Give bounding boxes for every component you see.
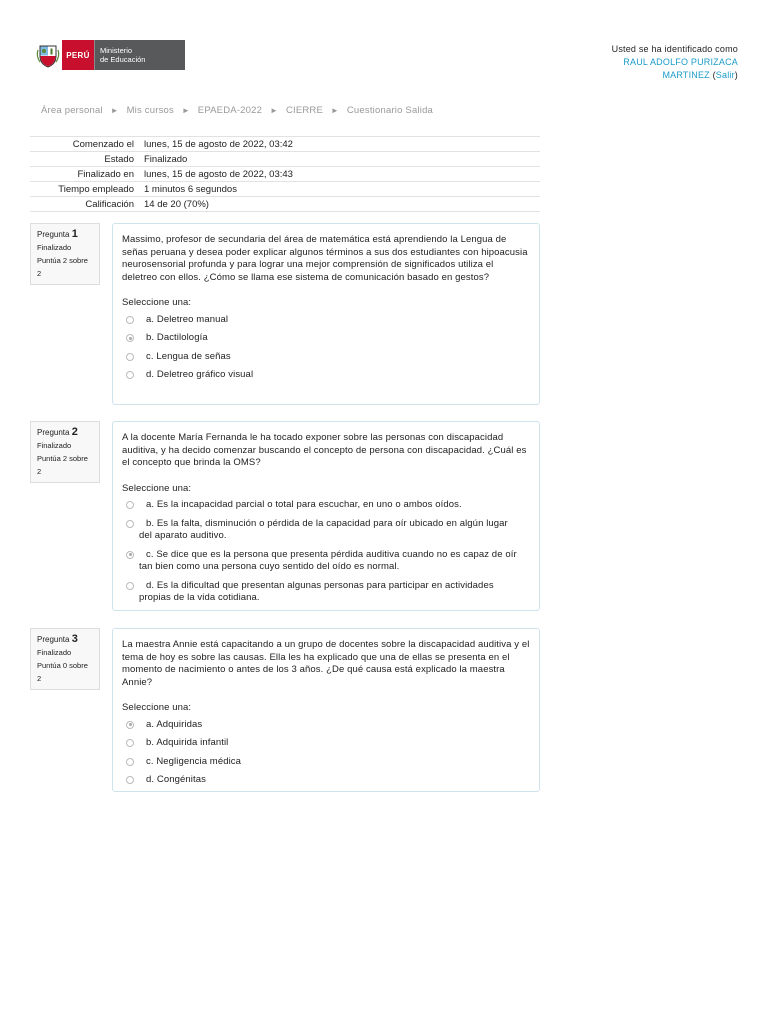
question-state: Finalizado bbox=[37, 648, 72, 657]
summary-value: lunes, 15 de agosto de 2022, 03:42 bbox=[144, 138, 293, 150]
radio-button[interactable] bbox=[126, 739, 134, 747]
logo-ministry-line2: de Educación bbox=[100, 55, 146, 64]
question-score: Puntúa 2 sobre 2 bbox=[37, 454, 88, 476]
radio-button[interactable] bbox=[126, 520, 134, 528]
breadcrumb-separator-icon: ► bbox=[110, 106, 119, 115]
question-3-info bbox=[30, 628, 100, 690]
radio-button-selected[interactable] bbox=[126, 721, 134, 729]
login-info bbox=[612, 43, 738, 82]
question-label: Pregunta bbox=[37, 230, 70, 239]
table-row bbox=[30, 182, 540, 197]
logo-ministry bbox=[94, 40, 185, 70]
summary-value: lunes, 15 de agosto de 2022, 03:43 bbox=[144, 168, 293, 180]
logo-ministry-line1: Ministerio bbox=[100, 46, 133, 55]
radio-button-selected[interactable] bbox=[126, 551, 134, 559]
summary-label: Finalizado en bbox=[77, 168, 134, 180]
answer-prompt: Seleccione una: bbox=[122, 702, 192, 713]
user-name-link-line1[interactable]: RAUL ADOLFO PURIZACA bbox=[623, 57, 738, 67]
logout-close-paren: ) bbox=[734, 70, 738, 80]
summary-value: 14 de 20 (70%) bbox=[144, 198, 209, 210]
answer-label: c. Negligencia médica bbox=[146, 755, 242, 767]
answer-label: b. Es la falta, disminución o pérdida de la capacidad para oír ubicado en algún lugar bbox=[146, 517, 508, 529]
answer-label: b. Adquirida infantil bbox=[146, 737, 229, 748]
radio-button[interactable] bbox=[126, 582, 134, 590]
login-text: Usted se ha identificado como bbox=[611, 44, 738, 54]
answer-prompt: Seleccione una: bbox=[122, 482, 192, 494]
answer-prompt: Seleccione una: bbox=[122, 297, 192, 308]
question-1-content bbox=[112, 223, 540, 405]
summary-label: Comenzado el bbox=[72, 138, 134, 150]
question-number: 2 bbox=[71, 426, 78, 438]
breadcrumb-section[interactable]: CIERRE bbox=[285, 105, 324, 116]
summary-value: 1 minutos 6 segundos bbox=[144, 183, 237, 195]
answer-label: d. Congénitas bbox=[146, 774, 206, 785]
answer-label: a. Es la incapacidad parcial o total para escuchar, en uno o ambos oídos. bbox=[146, 499, 462, 510]
answer-option[interactable] bbox=[122, 351, 530, 364]
answer-option[interactable] bbox=[122, 580, 530, 605]
answer-label: d. Es la dificultad que presentan algunas personas para participar en actividades bbox=[146, 579, 494, 591]
breadcrumb-course[interactable]: EPAEDA-2022 bbox=[197, 105, 263, 116]
radio-button[interactable] bbox=[126, 353, 134, 361]
logout-open-paren: ( bbox=[712, 70, 716, 80]
peru-crest-icon bbox=[34, 40, 62, 70]
question-2-info bbox=[30, 421, 100, 483]
question-text: A la docente María Fernanda le ha tocado exponer sobre las personas con discapacidad auditiva, y ha decido comenzar buscando el concepto de persona con discapacidad. ¿Cuál es el concepto que brinda la OMS? bbox=[122, 432, 527, 468]
answer-label: a. Adquiridas bbox=[146, 718, 203, 730]
breadcrumb-separator-icon: ► bbox=[181, 106, 190, 115]
question-text: Massimo, profesor de secundaria del área de matemática está aprendiendo la Lengua de señas peruana y desea poder explicar algunos términos a sus dos estudiantes con hipoacusia neurosensorial profunda y para lograr una mejor comprensión de significados utiliza el deletreo con ellos. ¿Cómo se llama ese sistema de comunicación basado en gestos? bbox=[122, 234, 528, 283]
question-state: Finalizado bbox=[37, 441, 72, 450]
question-1-info bbox=[30, 223, 100, 285]
breadcrumb bbox=[41, 105, 433, 116]
answer-option[interactable] bbox=[122, 369, 530, 382]
logo-country: PERÚ bbox=[62, 40, 94, 70]
question-number: 1 bbox=[71, 228, 78, 240]
table-row bbox=[30, 137, 540, 152]
answer-option[interactable] bbox=[122, 774, 530, 787]
user-name-link-line2[interactable]: MARTINEZ bbox=[662, 70, 710, 80]
attempt-summary-table bbox=[30, 136, 540, 212]
question-state: Finalizado bbox=[37, 243, 72, 252]
question-number: 3 bbox=[71, 633, 78, 645]
radio-button-selected[interactable] bbox=[126, 334, 134, 342]
summary-value: Finalizado bbox=[144, 153, 188, 165]
answer-label-continued: del aparato auditivo. bbox=[139, 530, 227, 541]
breadcrumb-separator-icon: ► bbox=[330, 106, 340, 115]
question-text: La maestra Annie está capacitando a un grupo de docentes sobre la discapacidad auditiva y el tema de hoy es sobre las causas. Ella les ha explicado que una de ellas se presenta en el momento de nacimiento o antes de los 3 años. ¿De qué causa está explicado la maestra Annie? bbox=[122, 639, 530, 688]
answer-option[interactable] bbox=[122, 756, 530, 769]
breadcrumb-separator-icon: ► bbox=[269, 106, 279, 115]
question-label: Pregunta bbox=[37, 428, 70, 437]
question-3-content bbox=[112, 628, 540, 792]
answer-label: d. Deletreo gráfico visual bbox=[146, 369, 254, 380]
table-row bbox=[30, 167, 540, 182]
answer-label-continued: propias de la vida cotidiana. bbox=[139, 592, 260, 603]
answer-option[interactable] bbox=[122, 737, 530, 750]
summary-label: Calificación bbox=[85, 198, 134, 210]
answer-label: c. Lengua de señas bbox=[146, 350, 231, 362]
answer-option[interactable] bbox=[122, 314, 530, 327]
table-row bbox=[30, 152, 540, 167]
question-2-content bbox=[112, 421, 540, 611]
answer-option[interactable] bbox=[122, 719, 530, 732]
table-row bbox=[30, 197, 540, 212]
answer-label: a. Deletreo manual bbox=[146, 313, 229, 325]
answer-option[interactable] bbox=[122, 549, 530, 574]
breadcrumb-quiz[interactable]: Cuestionario Salida bbox=[346, 105, 434, 116]
question-score: Puntúa 0 sobre 2 bbox=[37, 661, 88, 683]
answer-label: b. Dactilología bbox=[146, 332, 208, 343]
breadcrumb-area-personal[interactable]: Área personal bbox=[41, 105, 103, 116]
answer-option[interactable] bbox=[122, 518, 530, 543]
question-label: Pregunta bbox=[37, 635, 70, 644]
minedu-logo[interactable] bbox=[34, 40, 185, 70]
question-score: Puntúa 2 sobre 2 bbox=[37, 256, 88, 278]
answer-label-continued: tan bien como una persona cuyo sentido del oído es normal. bbox=[139, 561, 400, 572]
radio-button[interactable] bbox=[126, 758, 134, 766]
breadcrumb-mis-cursos[interactable]: Mis cursos bbox=[126, 105, 174, 116]
radio-button[interactable] bbox=[126, 776, 134, 784]
radio-button[interactable] bbox=[126, 316, 134, 324]
radio-button[interactable] bbox=[126, 371, 134, 379]
radio-button[interactable] bbox=[126, 501, 134, 509]
answer-option[interactable] bbox=[122, 332, 530, 345]
logout-link[interactable]: Salir bbox=[715, 70, 735, 80]
answer-option[interactable] bbox=[122, 499, 530, 512]
summary-label: Tiempo empleado bbox=[58, 183, 134, 195]
summary-label: Estado bbox=[104, 153, 134, 165]
answer-label: c. Se dice que es la persona que presenta pérdida auditiva cuando no es capaz de oír bbox=[146, 548, 517, 560]
